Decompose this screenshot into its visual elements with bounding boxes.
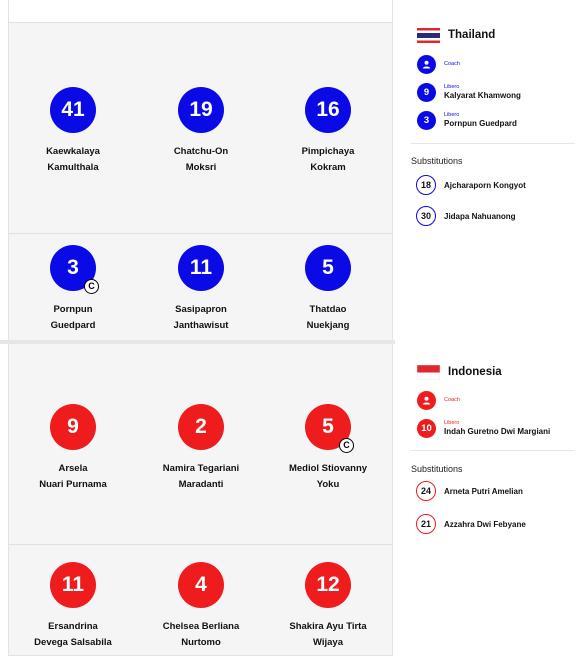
coach-row[interactable] xyxy=(417,55,460,74)
indonesia-lineup-panel xyxy=(411,363,575,563)
libero-label: Libero xyxy=(444,84,460,90)
player-first-name: Mediol Stiovanny xyxy=(288,463,368,474)
sub-number: 21 xyxy=(416,514,436,534)
jersey-number: 11 xyxy=(178,245,224,291)
substitute-row[interactable] xyxy=(416,481,523,501)
jersey-number: 3 xyxy=(67,256,79,279)
player-last-name: Kamulthala xyxy=(47,162,99,173)
libero-row[interactable] xyxy=(417,419,550,438)
player-last-name: Devega Salsabila xyxy=(34,637,112,648)
player-first-name: Shakira Ayu Tirta xyxy=(289,621,367,632)
libero-name: Pornpun Guedpard xyxy=(444,119,517,128)
person-icon xyxy=(417,391,436,410)
jersey-number: 2 xyxy=(178,404,224,450)
player-first-name: Namira Tegariani xyxy=(162,463,240,474)
libero-label: Libero xyxy=(444,112,460,118)
sub-name: Azzahra Dwi Febyane xyxy=(444,519,526,529)
sub-name: Jidapa Nahuanong xyxy=(444,211,516,221)
jersey-number: 5 xyxy=(305,245,351,291)
player-first-name: Pimpichaya xyxy=(301,146,355,157)
sub-name: Arneta Putri Amelian xyxy=(444,486,523,496)
substitutions-title: Substitutions xyxy=(411,464,463,474)
jersey-number: 9 xyxy=(50,404,96,450)
player-thailand-3[interactable] xyxy=(268,87,388,176)
libero-row[interactable] xyxy=(417,111,517,130)
captain-badge: C xyxy=(339,438,354,453)
divider xyxy=(411,143,575,144)
team-name: Indonesia xyxy=(448,366,502,378)
thailand-flag-icon xyxy=(417,28,440,43)
substitutions-title: Substitutions xyxy=(411,156,463,166)
player-indonesia-3[interactable] xyxy=(268,404,388,493)
player-last-name: Moksri xyxy=(185,162,217,173)
player-last-name: Nuari Purnama xyxy=(39,479,107,490)
coach-row[interactable] xyxy=(417,391,460,410)
player-last-name: Yoku xyxy=(316,479,340,490)
libero-label: Libero xyxy=(444,420,460,426)
substitute-row[interactable] xyxy=(416,206,516,226)
player-first-name: Thatdao xyxy=(309,304,347,315)
sub-number: 18 xyxy=(416,175,436,195)
jersey-number: 41 xyxy=(50,87,96,133)
player-first-name: Kaewkalaya xyxy=(46,146,100,157)
attack-line xyxy=(9,233,392,234)
team-name: Thailand xyxy=(448,29,496,41)
thailand-lineup-panel xyxy=(411,26,575,256)
player-last-name: Guedpard xyxy=(50,320,96,331)
court-top-edge xyxy=(8,0,393,22)
indonesia-flag-icon xyxy=(417,365,440,380)
attack-line xyxy=(9,544,392,545)
sub-number: 24 xyxy=(416,481,436,501)
substitute-row[interactable] xyxy=(416,175,526,195)
player-indonesia-1[interactable] xyxy=(13,404,133,493)
player-indonesia-5[interactable] xyxy=(141,562,261,651)
sub-name: Ajcharaporn Kongyot xyxy=(444,180,526,190)
substitute-row[interactable] xyxy=(416,514,526,534)
coach-label: Coach xyxy=(444,397,460,403)
player-last-name: Maradanti xyxy=(178,479,224,490)
player-thailand-5[interactable] xyxy=(141,245,261,334)
sub-number: 30 xyxy=(416,206,436,226)
person-icon xyxy=(417,55,436,74)
libero-number: 9 xyxy=(417,83,436,102)
libero-name: Kalyarat Khamwong xyxy=(444,91,521,100)
divider xyxy=(411,450,575,451)
player-indonesia-2[interactable] xyxy=(141,404,261,493)
player-last-name: Nurtomo xyxy=(181,637,221,648)
jersey-number: 19 xyxy=(178,87,224,133)
player-first-name: Sasipapron xyxy=(175,304,227,315)
player-thailand-4[interactable] xyxy=(13,245,133,334)
jersey-number: 4 xyxy=(178,562,224,608)
player-first-name: Chelsea Berliana xyxy=(162,621,240,632)
player-last-name: Nuekjang xyxy=(306,320,350,331)
player-indonesia-6[interactable] xyxy=(268,562,388,651)
player-first-name: Arsela xyxy=(58,463,88,474)
player-thailand-6[interactable] xyxy=(268,245,388,334)
player-thailand-1[interactable] xyxy=(13,87,133,176)
player-first-name: Chatchu-On xyxy=(173,146,229,157)
coach-label: Coach xyxy=(444,61,460,67)
player-first-name: Ersandrina xyxy=(48,621,98,632)
player-thailand-2[interactable] xyxy=(141,87,261,176)
player-last-name: Wijaya xyxy=(312,637,343,648)
jersey-number: 5 xyxy=(322,415,334,438)
player-last-name: Janthawisut xyxy=(173,320,229,331)
captain-badge: C xyxy=(84,279,99,294)
libero-name: Indah Guretno Dwi Margiani xyxy=(444,427,551,436)
jersey-number: 11 xyxy=(50,562,96,608)
player-first-name: Pornpun xyxy=(53,304,93,315)
jersey-number: 12 xyxy=(305,562,351,608)
libero-row[interactable] xyxy=(417,83,521,102)
player-last-name: Kokram xyxy=(310,162,346,173)
jersey-number: 16 xyxy=(305,87,351,133)
libero-number: 10 xyxy=(417,419,436,438)
player-indonesia-4[interactable] xyxy=(13,562,133,651)
libero-number: 3 xyxy=(417,111,436,130)
